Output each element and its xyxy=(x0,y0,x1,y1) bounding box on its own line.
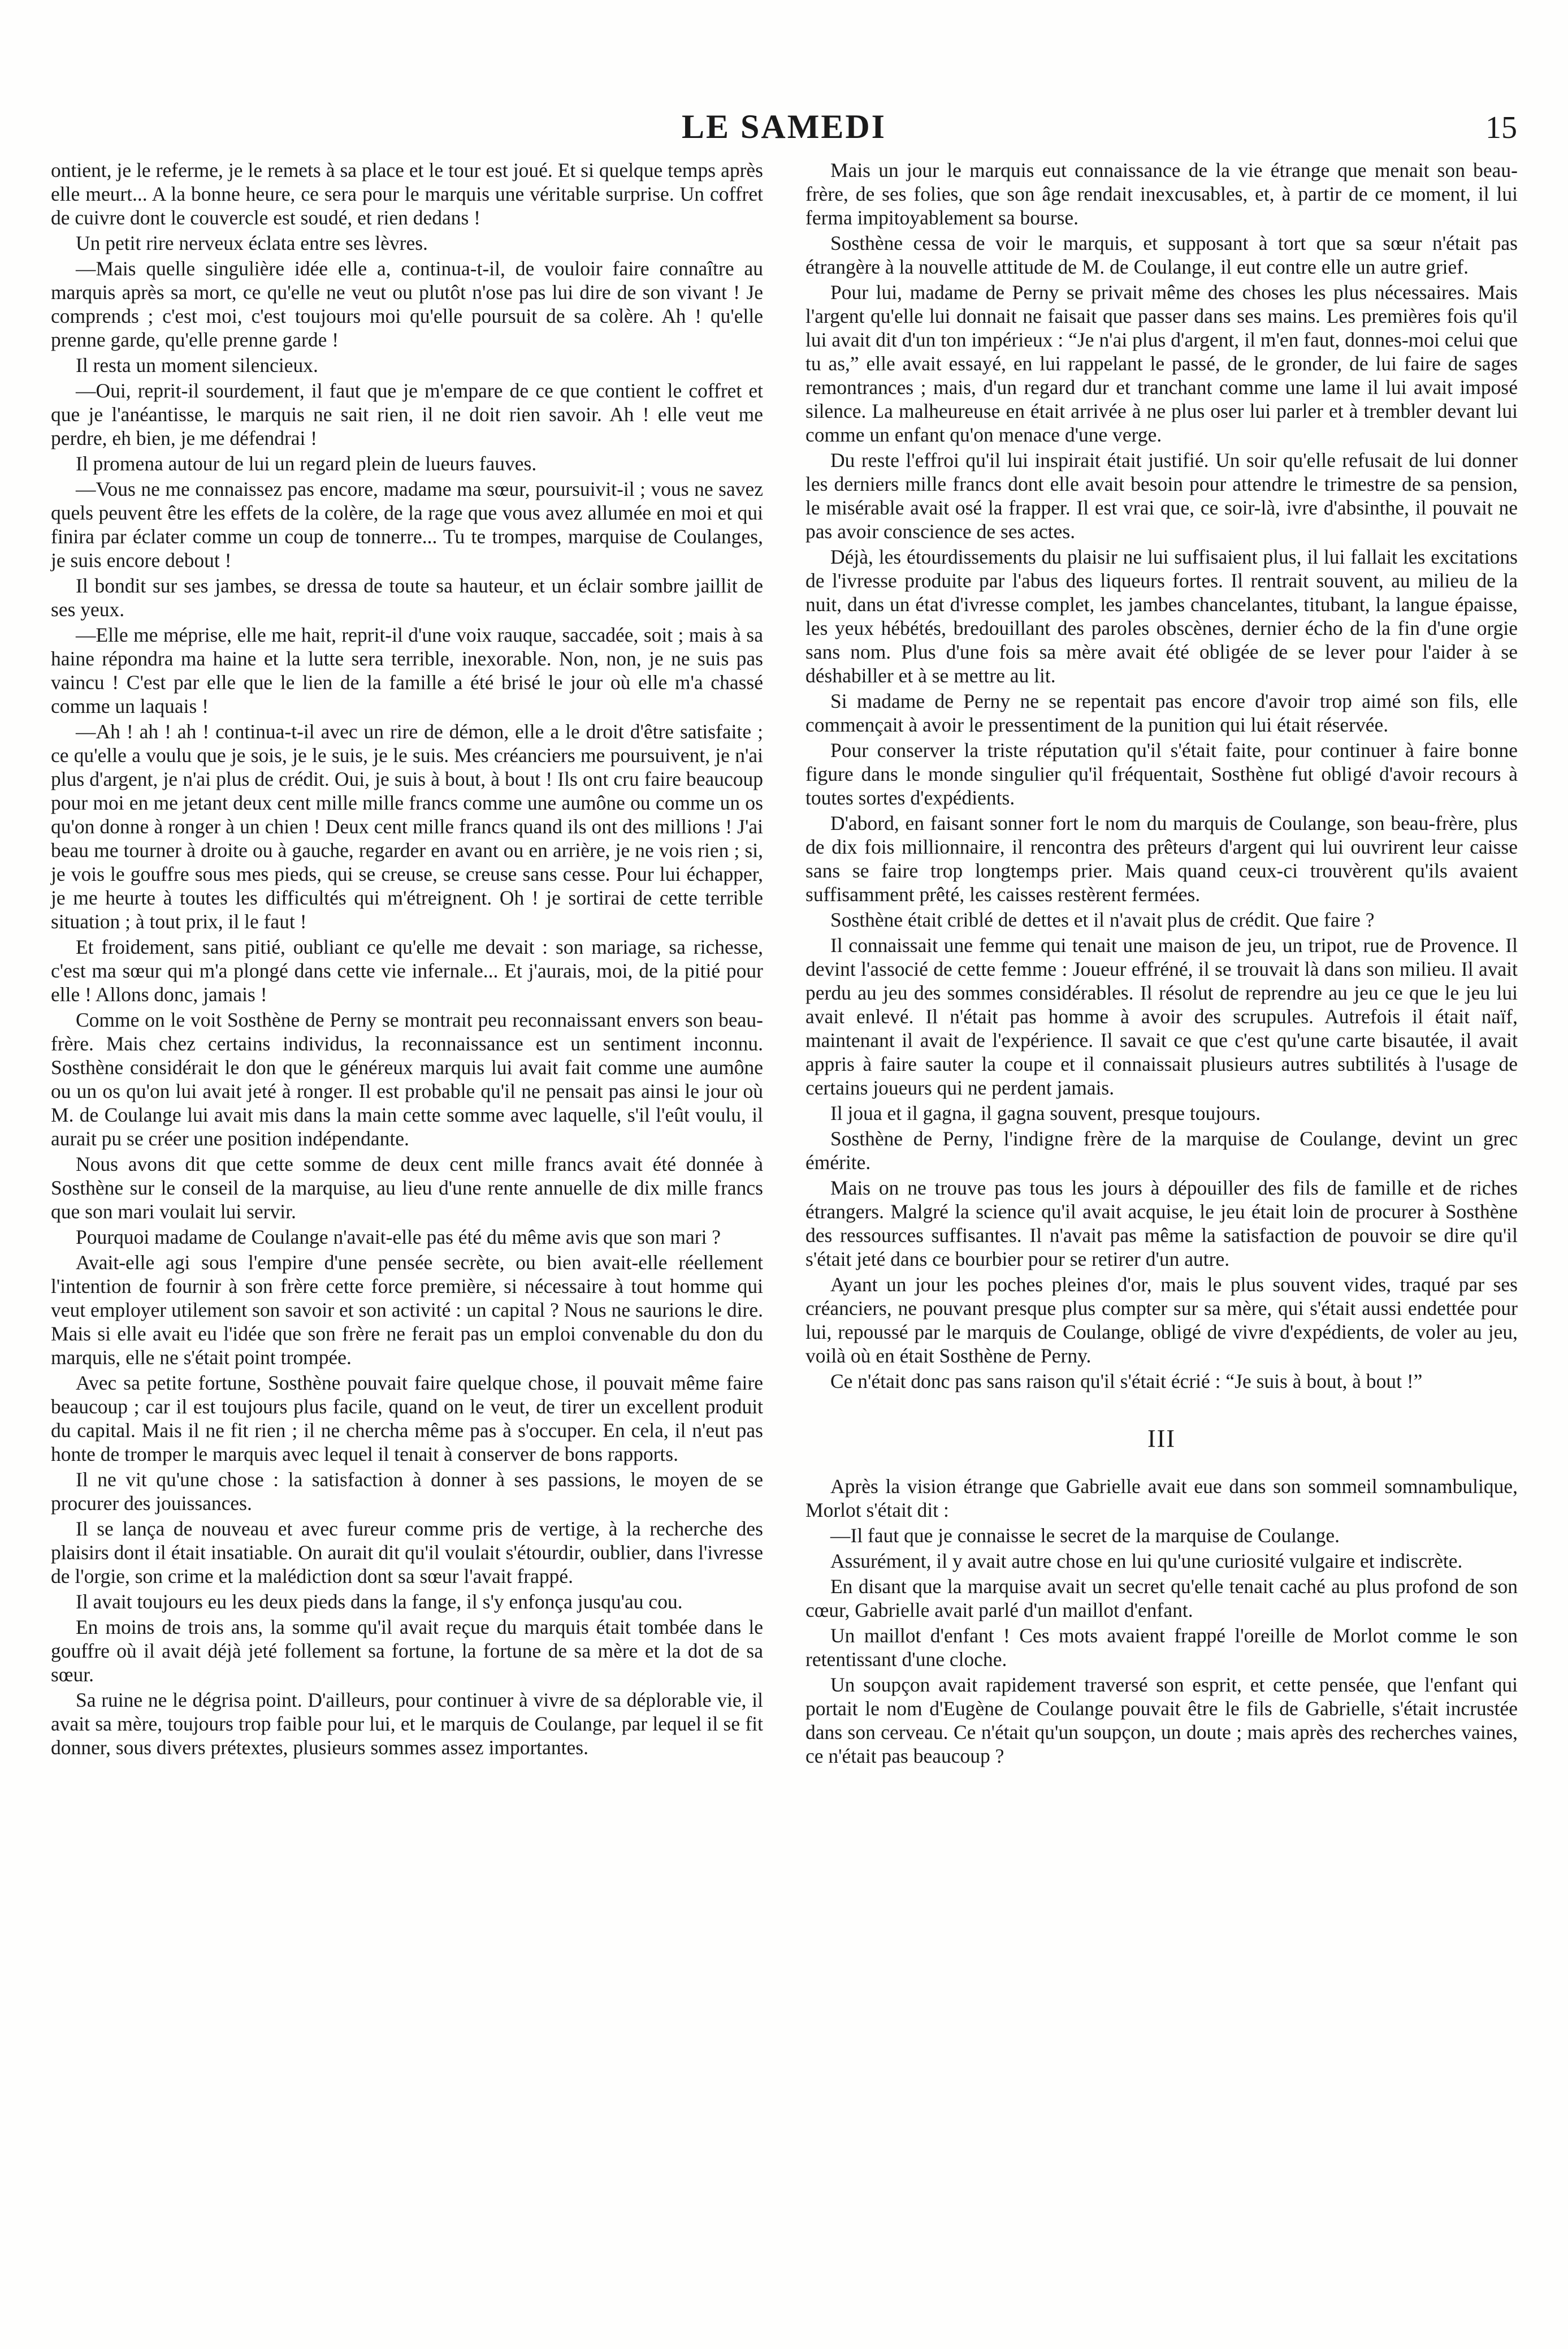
page-number: 15 xyxy=(1485,110,1517,145)
paragraph: Il resta un moment silencieux. xyxy=(76,354,318,377)
paragraph: Avait-elle agi sous l'empire d'une pensée secrète, ou bien avait-elle réellement l'intention de fournir à son frère cette force première, si nécessaire à tout homme qui veut employer utilement son savoir et son activité : un capital ? Nous ne saurions le dire. Mais si elle avait eu l'idée que son frère ne ferait pas un emploi convenable du don du marquis, elle ne s'était point trompée. xyxy=(51,1251,763,1369)
paragraph: Pourquoi madame de Coulange n'avait-elle pas été du même avis que son mari ? xyxy=(76,1226,721,1248)
page-header xyxy=(51,107,1517,158)
paragraph: Il joua et il gagna, il gagna souvent, presque toujours. xyxy=(830,1102,1261,1124)
section-heading: III xyxy=(1147,1425,1176,1452)
journal-title: LE SAMEDI xyxy=(681,108,887,145)
paragraph: Sosthène cessa de voir le marquis, et supposant à tort que sa sœur n'était pas étrangère à la nouvelle attitude de M. de Coulange, il eut contre elle un autre grief. xyxy=(805,232,1518,278)
paragraph: Mais on ne trouve pas tous les jours à dépouiller des fils de famille et de riches étrangers. Malgré la science qu'il avait acquise, le jeu était loin de procurer à Sosthène des ressources suffisantes. Il n'avait pas même la satisfaction de pouvoir se dire qu'il s'était jeté dans ce bourbier pour se retirer d'un autre. xyxy=(805,1176,1518,1270)
paragraph: En disant que la marquise avait un secret qu'elle tenait caché au plus profond de son cœur, Gabrielle avait parlé d'un maillot d'enfant. xyxy=(805,1575,1518,1621)
paragraph: En moins de trois ans, la somme qu'il avait reçue du marquis était tombée dans le gouffre où il avait déjà jeté follement sa fortune, la fortune de sa mère et la dot de sa sœur. xyxy=(51,1616,763,1686)
right-column xyxy=(805,158,1518,1770)
paragraph: Un soupçon avait rapidement traversé son esprit, et cette pensée, que l'enfant qui portait le nom d'Eugène de Coulange pouvait être le fils de Gabrielle, s'était incrustée dans son cerveau. Ce n'était qu'un soupçon, un doute ; mais après des recherches vaines, ce n'était pas beaucoup ? xyxy=(805,1673,1518,1767)
paragraph: Du reste l'effroi qu'il lui inspirait était justifié. Un soir qu'elle refusait de lui donner les derniers mille francs dont elle avait besoin pour attendre le trimestre de sa pension, le misérable avait osé la frapper. Il est vrai que, ce soir-là, ivre d'absinthe, il pouvait ne pas avoir conscience de ses actes. xyxy=(805,449,1518,543)
paragraph: Après la vision étrange que Gabrielle avait eue dans son sommeil somnambulique, Morlot s'était dit : xyxy=(805,1475,1518,1521)
paragraph: Sosthène de Perny, l'indigne frère de la marquise de Coulange, devint un grec émérite. xyxy=(805,1127,1518,1174)
paragraph: Il bondit sur ses jambes, se dressa de toute sa hauteur, et un éclair sombre jaillit de ses yeux. xyxy=(51,574,763,621)
paragraph: Mais un jour le marquis eut connaissance de la vie étrange que menait son beau-frère, de ses folies, que son âge rendait inexcusables, et, à partir de ce moment, il lui ferma impitoyablement sa bourse. xyxy=(805,159,1518,229)
paragraph: D'abord, en faisant sonner fort le nom du marquis de Coulange, son beau-frère, plus de dix fois millionnaire, il rencontra des prêteurs d'argent qui lui ouvrirent leur caisse sans se faire trop longtemps prier. Mais quand ceux-ci trouvèrent qu'ils avaient suffisamment prêté, les caisses restèrent fermées. xyxy=(805,812,1518,906)
paragraph: Il connaissait une femme qui tenait une maison de jeu, un tripot, rue de Provence. Il devint l'associé de cette femme : Joueur effréné, il se trouvait là dans son milieu. Il avait perdu au jeu des sommes considérables. Il résolut de reprendre au jeu ce que le jeu lui avait enlevé. Il n'était pas homme à avoir des scrupules. Autrefois il était naïf, maintenant il avait de l'expérience. Il savait ce que c'est qu'une carte bisautée, il avait appris à faire sauter la coupe et il connaissait plusieurs autres subtilités à l'usage de certains joueurs qui ne perdent jamais. xyxy=(805,934,1518,1099)
paragraph: Il promena autour de lui un regard plein de lueurs fauves. xyxy=(76,452,537,475)
paragraph: Pour lui, madame de Perny se privait même des choses les plus nécessaires. Mais l'argent qu'elle lui donnait ne faisait que passer dans ses mains. Les premières fois qu'il lui avait dit d'un ton impérieux : “Je n'ai plus d'argent, il m'en faut, donnes-moi celui que tu as,” elle avait essayé, en lui rappelant le passé, de le gronder, de lui faire de sages remontrances ; mais, d'un regard dur et tranchant comme une lame il lui avait imposé silence. La malheureuse en était arrivée à ne plus oser lui parler et à trembler devant lui comme un enfant qu'on menace d'une verge. xyxy=(805,281,1518,446)
paragraph: —Mais quelle singulière idée elle a, continua-t-il, de vouloir faire connaître au marquis après sa mort, ce qu'elle ne veut ou plutôt n'ose pas lui dire de son vivant ! Je comprends ; c'est moi, c'est toujours moi qu'elle poursuit de sa colère. Ah ! qu'elle prenne garde, qu'elle prenne garde ! xyxy=(51,257,763,351)
paragraph: Avec sa petite fortune, Sosthène pouvait faire quelque chose, il pouvait même faire beaucoup ; car il est toujours plus facile, quand on le veut, de tirer un excellent produit du capital. Mais il ne fit rien ; il ne chercha même pas à s'occuper. En cela, il n'eut pas honte de tromper le marquis avec lequel il tenait à conserver de bons rapports. xyxy=(51,1372,763,1465)
paragraph: Un petit rire nerveux éclata entre ses lèvres. xyxy=(76,232,428,254)
paragraph: Un maillot d'enfant ! Ces mots avaient frappé l'oreille de Morlot comme le son retentissant d'une cloche. xyxy=(805,1624,1518,1671)
paragraph: Comme on le voit Sosthène de Perny se montrait peu reconnaissant envers son beau-frère. Mais chez certains individus, la reconnaissance est un sentiment inconnu. Sosthène considérait le don que le généreux marquis lui avait fait comme une aumône ou un os qu'on lui avait jeté à ronger. Il est probable qu'il ne pensait pas ainsi le jour où M. de Coulange lui avait mis dans la main cette somme avec laquelle, s'il l'eût voulu, il aurait pu se créer une position indépendante. xyxy=(51,1009,763,1150)
paragraph: Et froidement, sans pitié, oubliant ce qu'elle me devait : son mariage, sa richesse, c'est ma sœur qui m'a plongé dans cette vie infernale... Et j'aurais, moi, de la pitié pour elle ! Allons donc, jamais ! xyxy=(51,936,763,1006)
paragraph: —Ah ! ah ! ah ! continua-t-il avec un rire de démon, elle a le droit d'être satisfaite ; ce qu'elle a voulu que je sois, je le suis, je le suis. Mes créanciers me poursuivent, je n'ai plus d'argent, je n'ai plus de crédit. Oui, je suis à bout, à bout ! Ils ont cru faire beaucoup pour moi en me jetant deux cent mille mille francs comme une aumône ou comme un os qu'on donne à ronger à un chien ! Deux cent mille francs quand ils ont des millions ! J'ai beau me tourner à droite ou à gauche, regarder en avant ou en arrière, je ne vois rien ; si, je vois le gouffre sous mes pieds, qui se creuse, se creuse sans cesse. Pour lui échapper, je me heurte à toutes les difficultés qui m'étreignent. Oh ! je sortirai de cette terrible situation ; à tout prix, il le faut ! xyxy=(51,720,763,933)
paragraph: Nous avons dit que cette somme de deux cent mille francs avait été donnée à Sosthène sur le conseil de la marquise, au lieu d'une rente annuelle de dix mille francs que son mari voulait lui servir. xyxy=(51,1153,763,1223)
paragraph: Pour conserver la triste réputation qu'il s'était faite, pour continuer à faire bonne figure dans le monde singulier qu'il fréquentait, Sosthène fut obligé d'avoir recours à toutes sortes d'expédients. xyxy=(805,739,1518,809)
paragraph: Ce n'était donc pas sans raison qu'il s'était écrié : “Je suis à bout, à bout !” xyxy=(830,1370,1423,1392)
paragraph: Il ne vit qu'une chose : la satisfaction à donner à ses passions, le moyen de se procurer des jouissances. xyxy=(51,1468,763,1515)
left-column xyxy=(51,158,763,1761)
paragraph: Ayant un jour les poches pleines d'or, mais le plus souvent vides, traqué par ses créanciers, ne pouvant presque plus compter sur sa mère, qui s'était aussi endettée pour lui, repoussé par le marquis de Coulange, obligé de vivre d'expédients, de voler au jeu, voilà où en était Sosthène de Perny. xyxy=(805,1273,1518,1367)
paragraph: —Oui, reprit-il sourdement, il faut que je m'empare de ce que contient le coffret et que je l'anéantisse, le marquis ne sait rien, il ne doit rien savoir. Ah ! elle veut me perdre, eh bien, je me défendrai ! xyxy=(51,379,763,449)
paragraph: Il se lança de nouveau et avec fureur comme pris de vertige, à la recherche des plaisirs dont il était insatiable. On aurait dit qu'il voulait s'étourdir, oublier, dans l'ivresse de l'orgie, son crime et la malédiction dont sa sœur l'avait frappé. xyxy=(51,1517,763,1587)
paragraph: Sa ruine ne le dégrisa point. D'ailleurs, pour continuer à vivre de sa déplorable vie, il avait sa mère, toujours trop faible pour lui, et le marquis de Coulange, par lequel il se fit donner, sous divers prétextes, plusieurs sommes assez importantes. xyxy=(51,1689,763,1759)
paragraph: Sosthène était criblé de dettes et il n'avait plus de crédit. Que faire ? xyxy=(830,909,1375,931)
paragraph: Assurément, il y avait autre chose en lui qu'une curiosité vulgaire et indiscrète. xyxy=(830,1550,1463,1572)
paragraph: ontient, je le referme, je le remets à sa place et le tour est joué. Et si quelque temps après elle meurt... A la bonne heure, ce sera pour le marquis une véritable surprise. Un coffret de cuivre dont le couvercle est soudé, et rien dedans ! xyxy=(51,159,763,229)
paragraph: Déjà, les étourdissements du plaisir ne lui suffisaient plus, il lui fallait les excitations de l'ivresse produite par l'abus des liqueurs fortes. Il rentrait souvent, au milieu de la nuit, dans un état d'ivresse complet, les jambes chancelantes, titubant, la langue épaisse, les yeux hébétés, bredouillant des paroles obscènes, dernier écho de la fin d'une orgie sans nom. Plus d'une fois sa mère avait été obligée de se lever pour l'aider à se déshabiller et à se mettre au lit. xyxy=(805,546,1518,687)
paragraph: Il avait toujours eu les deux pieds dans la fange, il s'y enfonça jusqu'au cou. xyxy=(76,1590,683,1613)
paragraph: —Il faut que je connaisse le secret de la marquise de Coulange. xyxy=(830,1524,1340,1547)
paragraph: —Elle me méprise, elle me hait, reprit-il d'une voix rauque, saccadée, soit ; mais à sa haine répondra ma haine et la lutte sera terrible, inexorable. Non, non, je ne suis pas vaincu ! C'est par elle que le lien de la famille a été brisé le jour où elle m'a chassé comme un laquais ! xyxy=(51,624,763,717)
paragraph: Si madame de Perny ne se repentait pas encore d'avoir trop aimé son fils, elle commençait à avoir le pressentiment de la punition qui lui était réservée. xyxy=(805,690,1518,736)
paragraph: —Vous ne me connaissez pas encore, madame ma sœur, poursuivit-il ; vous ne savez quels peuvent être les effets de la colère, de la rage que vous avez allumée en moi et qui finira par éclater comme un coup de tonnerre... Tu te trompes, marquise de Coulanges, je suis encore debout ! xyxy=(51,478,763,572)
